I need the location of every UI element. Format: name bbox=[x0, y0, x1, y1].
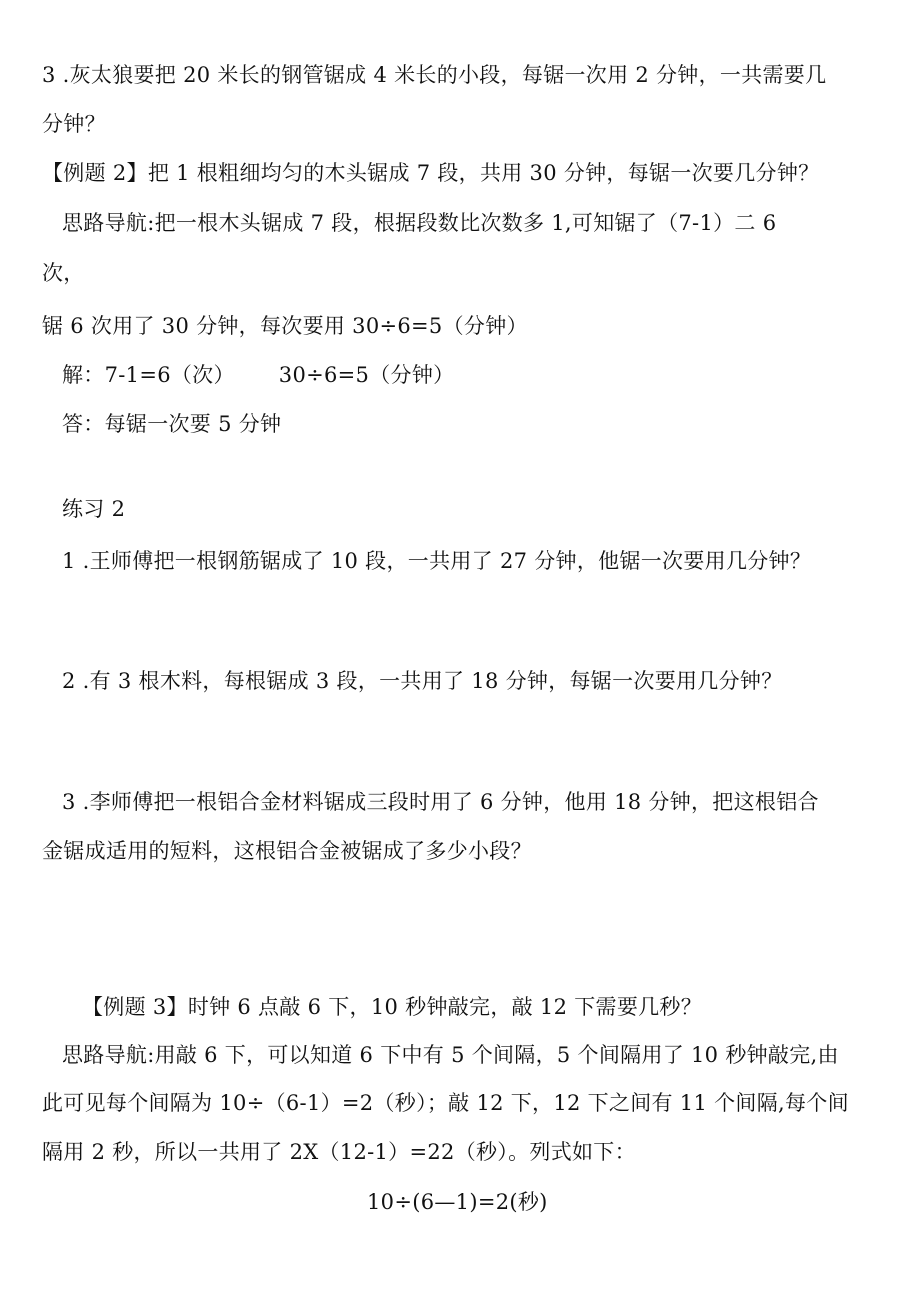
practice-2-question-3-line-2: 金锯成适用的短料，这根铝合金被锯成了多少小段？ bbox=[42, 839, 532, 863]
practice-1-question-3-line-2: 分钟？ bbox=[42, 112, 106, 136]
example-3-title: 【例题 3】时钟 6 点敲 6 下，10 秒钟敲完，敲 12 下需要几秒？ bbox=[82, 995, 703, 1019]
example-2-answer: 答：每锯一次要 5 分钟 bbox=[62, 412, 282, 436]
example-2-approach-line-2: 次， bbox=[42, 261, 85, 285]
practice-2-question-2: 2 .有 3 根木料，每根锯成 3 段，一共用了 18 分钟，每锯一次要用几分钟？ bbox=[62, 669, 783, 693]
practice-2-question-3-line-1: 3 .李师傅把一根铝合金材料锯成三段时用了 6 分钟，他用 18 分钟，把这根铝合 bbox=[62, 790, 819, 814]
example-2-approach-line-1: 思路导航:把一根木头锯成 7 段，根据段数比次数多 1,可知锯了（7-1）二 6 bbox=[62, 211, 777, 235]
practice-2-heading: 练习 2 bbox=[62, 497, 126, 521]
example-2-title: 【例题 2】把 1 根粗细均匀的木头锯成 7 段，共用 30 分钟，每锯一次要几分钟？ bbox=[42, 161, 820, 185]
example-2-solution bbox=[62, 360, 454, 390]
example-2-solution-step-2: 30÷6=5（分钟） bbox=[278, 363, 455, 387]
example-3-approach-line-3: 隔用 2 秒，所以一共用了 2X（12-1）=22（秒）。列式如下： bbox=[42, 1140, 636, 1164]
example-3-approach-line-2: 此可见每个间隔为 10÷（6-1）=2（秒）；敲 12 下，12 下之间有 11 个间隔,每个间 bbox=[42, 1091, 849, 1115]
example-3-formula: 10÷(6—1)=2(秒) bbox=[367, 1190, 548, 1214]
example-3-approach-line-1: 思路导航:用敲 6 下，可以知道 6 下中有 5 个间隔，5 个间隔用了 10 秒钟敲完,由 bbox=[62, 1043, 839, 1067]
practice-2-question-1: 1 .王师傅把一根钢筋锯成了 10 段，一共用了 27 分钟，他锯一次要用几分钟？ bbox=[62, 549, 812, 573]
practice-1-question-3-line-1: 3 .灰太狼要把 20 米长的钢管锯成 4 米长的小段，每锯一次用 2 分钟，一共需要几 bbox=[42, 63, 827, 87]
example-2-solution-step-1: 解：7-1=6（次） bbox=[62, 363, 235, 387]
example-2-approach-line-3: 锯 6 次用了 30 分钟，每次要用 30÷6=5（分钟） bbox=[42, 314, 528, 338]
